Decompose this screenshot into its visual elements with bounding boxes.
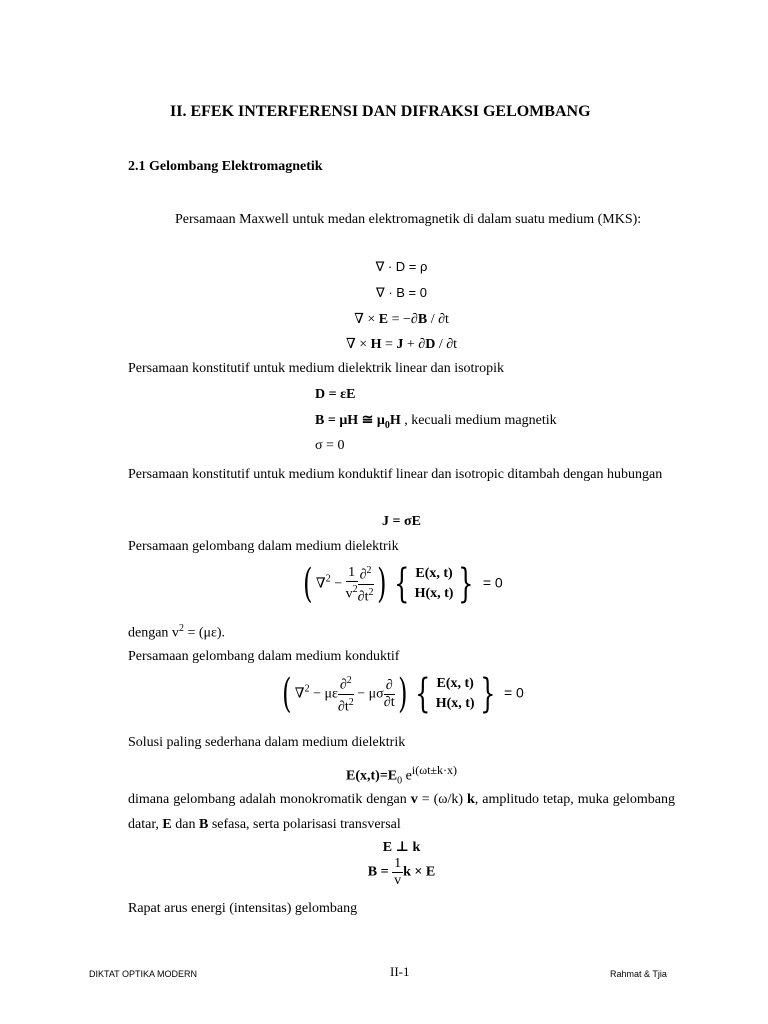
paragraph-monochromatic: dimana gelombang adalah monokromatik dengan v = (ω/k) k, amplitudo tetap, muka gelombang datar, E dan B sefasa, serta polarisasi transversal (128, 792, 675, 832)
paragraph-v-definition: dengan $v^2 = (\mu\varepsilon)$. (128, 623, 226, 641)
equation-perpendicular: E ⊥ k (382, 840, 421, 855)
chapter-title: II. EFEK INTERFERENSI DAN DIFRAKSI GELOMBANG (170, 103, 591, 120)
equation-gauss-electric: ∇ · D = ρ (375, 259, 428, 274)
faraday-E: E (378, 312, 389, 327)
faraday-B: B (417, 312, 428, 327)
wave1-lparen: ( (303, 561, 313, 608)
equation-wave-conductive (128, 673, 675, 725)
bfield-frac (392, 856, 403, 889)
wave2-rbrace: } (479, 671, 495, 718)
equation-constitutive-D: D = εE (315, 387, 356, 402)
wave1-rbrace: } (458, 561, 474, 608)
sol-lhs: E(x,t)=E (346, 768, 398, 784)
wave1-minus: − (330, 576, 346, 592)
wave2-sq: 2 (304, 683, 310, 695)
bfield-num: 1 (394, 856, 402, 871)
wave1-zero: = 0 (478, 574, 503, 591)
wave2-field-H: H(x, t) (435, 696, 475, 712)
paragraph-constitutive-dielectric: Persamaan konstitutif untuk medium dielektrik linear dan isotropik (128, 361, 504, 376)
equation-ampere (128, 336, 675, 353)
paragraph-constitutive-conductive: Persamaan konstitutif untuk medium konduktif linear dan isotropic ditambah dengan hubungan (128, 467, 663, 482)
wave1-fields (415, 564, 454, 604)
equation-sigma-zero: σ = 0 (315, 438, 345, 453)
equation-ohm: J = σE (382, 514, 421, 529)
wave2-frac-dt2-den: $\partial t^2$ (337, 696, 354, 715)
wave2-lbrace: { (415, 671, 431, 718)
footer-left: DIKTAT OPTIKA MODERN (89, 969, 198, 979)
wave1-frac-dt-num: ∂$^2$ (359, 565, 372, 583)
wave1-sq: 2 (325, 573, 331, 585)
const-B-part-b: H (389, 413, 401, 428)
wave2-frac-dt-den: ∂t (383, 694, 395, 710)
ampere-D: D (425, 337, 436, 352)
wave2-frac-dt2 (338, 673, 354, 715)
wave2-frac-dt-num: ∂ (385, 677, 393, 693)
wave2-m2: − μσ (353, 686, 384, 702)
ampere-H: H (370, 337, 382, 352)
ampere-eq: = (381, 337, 397, 352)
bfield-lhs: B = (367, 864, 393, 880)
paragraph-energy-flux: Rapat arus energi (intensitas) gelombang (128, 901, 358, 916)
footer-right: Rahmat & Tjia (610, 969, 667, 979)
wave1-frac-dt-den: $\partial t^2$ (357, 586, 374, 605)
wave1-frac-dt (358, 563, 374, 605)
equation-faraday (128, 311, 675, 328)
wave1-frac-one (346, 565, 358, 603)
ampere-plus: + ∂ (403, 337, 426, 352)
wave2-nabla: ∇ (294, 686, 305, 702)
paragraph-wave-conductive: Persamaan gelombang dalam medium konduktif (128, 649, 400, 664)
equation-b-field (128, 856, 675, 889)
paragraph-wave-dielectric: Persamaan gelombang dalam medium dielektrik (128, 539, 399, 554)
equation-constitutive-B (315, 412, 557, 431)
wave2-frac-dt (384, 678, 395, 711)
ampere-tail: / ∂t (435, 337, 458, 352)
wave2-lparen: ( (282, 671, 292, 718)
faraday-rhs: = −∂ (388, 312, 418, 327)
wave1-lbrace: { (394, 561, 410, 608)
wave2-rparen: ) (397, 671, 408, 718)
footer-page-number: II-1 (390, 964, 410, 979)
paragraph-simple-solution: Solusi paling sederhana dalam medium dielektrik (128, 735, 406, 750)
bfield-rhs: k × E (403, 864, 436, 880)
const-B-part-a: B = μH ≅ μ (315, 413, 385, 428)
section-heading: 2.1 Gelombang Elektromagnetik (128, 159, 323, 174)
wave1-frac-one-num: 1 (346, 565, 358, 582)
bfield-den: v (394, 873, 402, 888)
wave1-rparen: ) (376, 561, 387, 608)
const-B-part-c: , kecuali medium magnetik (400, 413, 557, 428)
wave1-nabla: ∇ (315, 576, 326, 592)
paragraph-maxwell-intro: Persamaan Maxwell untuk medan elektromagnetik di dalam suatu medium (MKS): (175, 212, 642, 227)
sol-sup: i(ωt±k·x) (411, 763, 457, 777)
equation-wave-dielectric (128, 563, 675, 615)
ampere-J: J (396, 337, 404, 352)
faraday-lhs: ∇ × (354, 312, 379, 327)
sol-sub: 0 (397, 775, 403, 787)
equation-plane-wave (128, 763, 675, 786)
wave2-field-E: E(x, t) (436, 676, 474, 692)
const-B-sub: 0 (384, 419, 390, 431)
ampere-lhs: ∇ × (345, 337, 371, 352)
wave1-frac-one-den: $v^2$ (345, 584, 358, 602)
faraday-tail: / ∂t (427, 312, 449, 327)
wave1-field-H: H(x, t) (414, 586, 454, 602)
wave2-m1: − με (309, 686, 338, 702)
wave1-field-E: E(x, t) (415, 566, 453, 582)
wave2-frac-dt2-num: ∂$^2$ (339, 675, 352, 693)
sol-e: e (402, 768, 412, 784)
wave2-zero: = 0 (500, 684, 524, 701)
wave2-fields (436, 674, 475, 714)
equation-gauss-magnetic: ∇ · B = 0 (376, 285, 427, 300)
